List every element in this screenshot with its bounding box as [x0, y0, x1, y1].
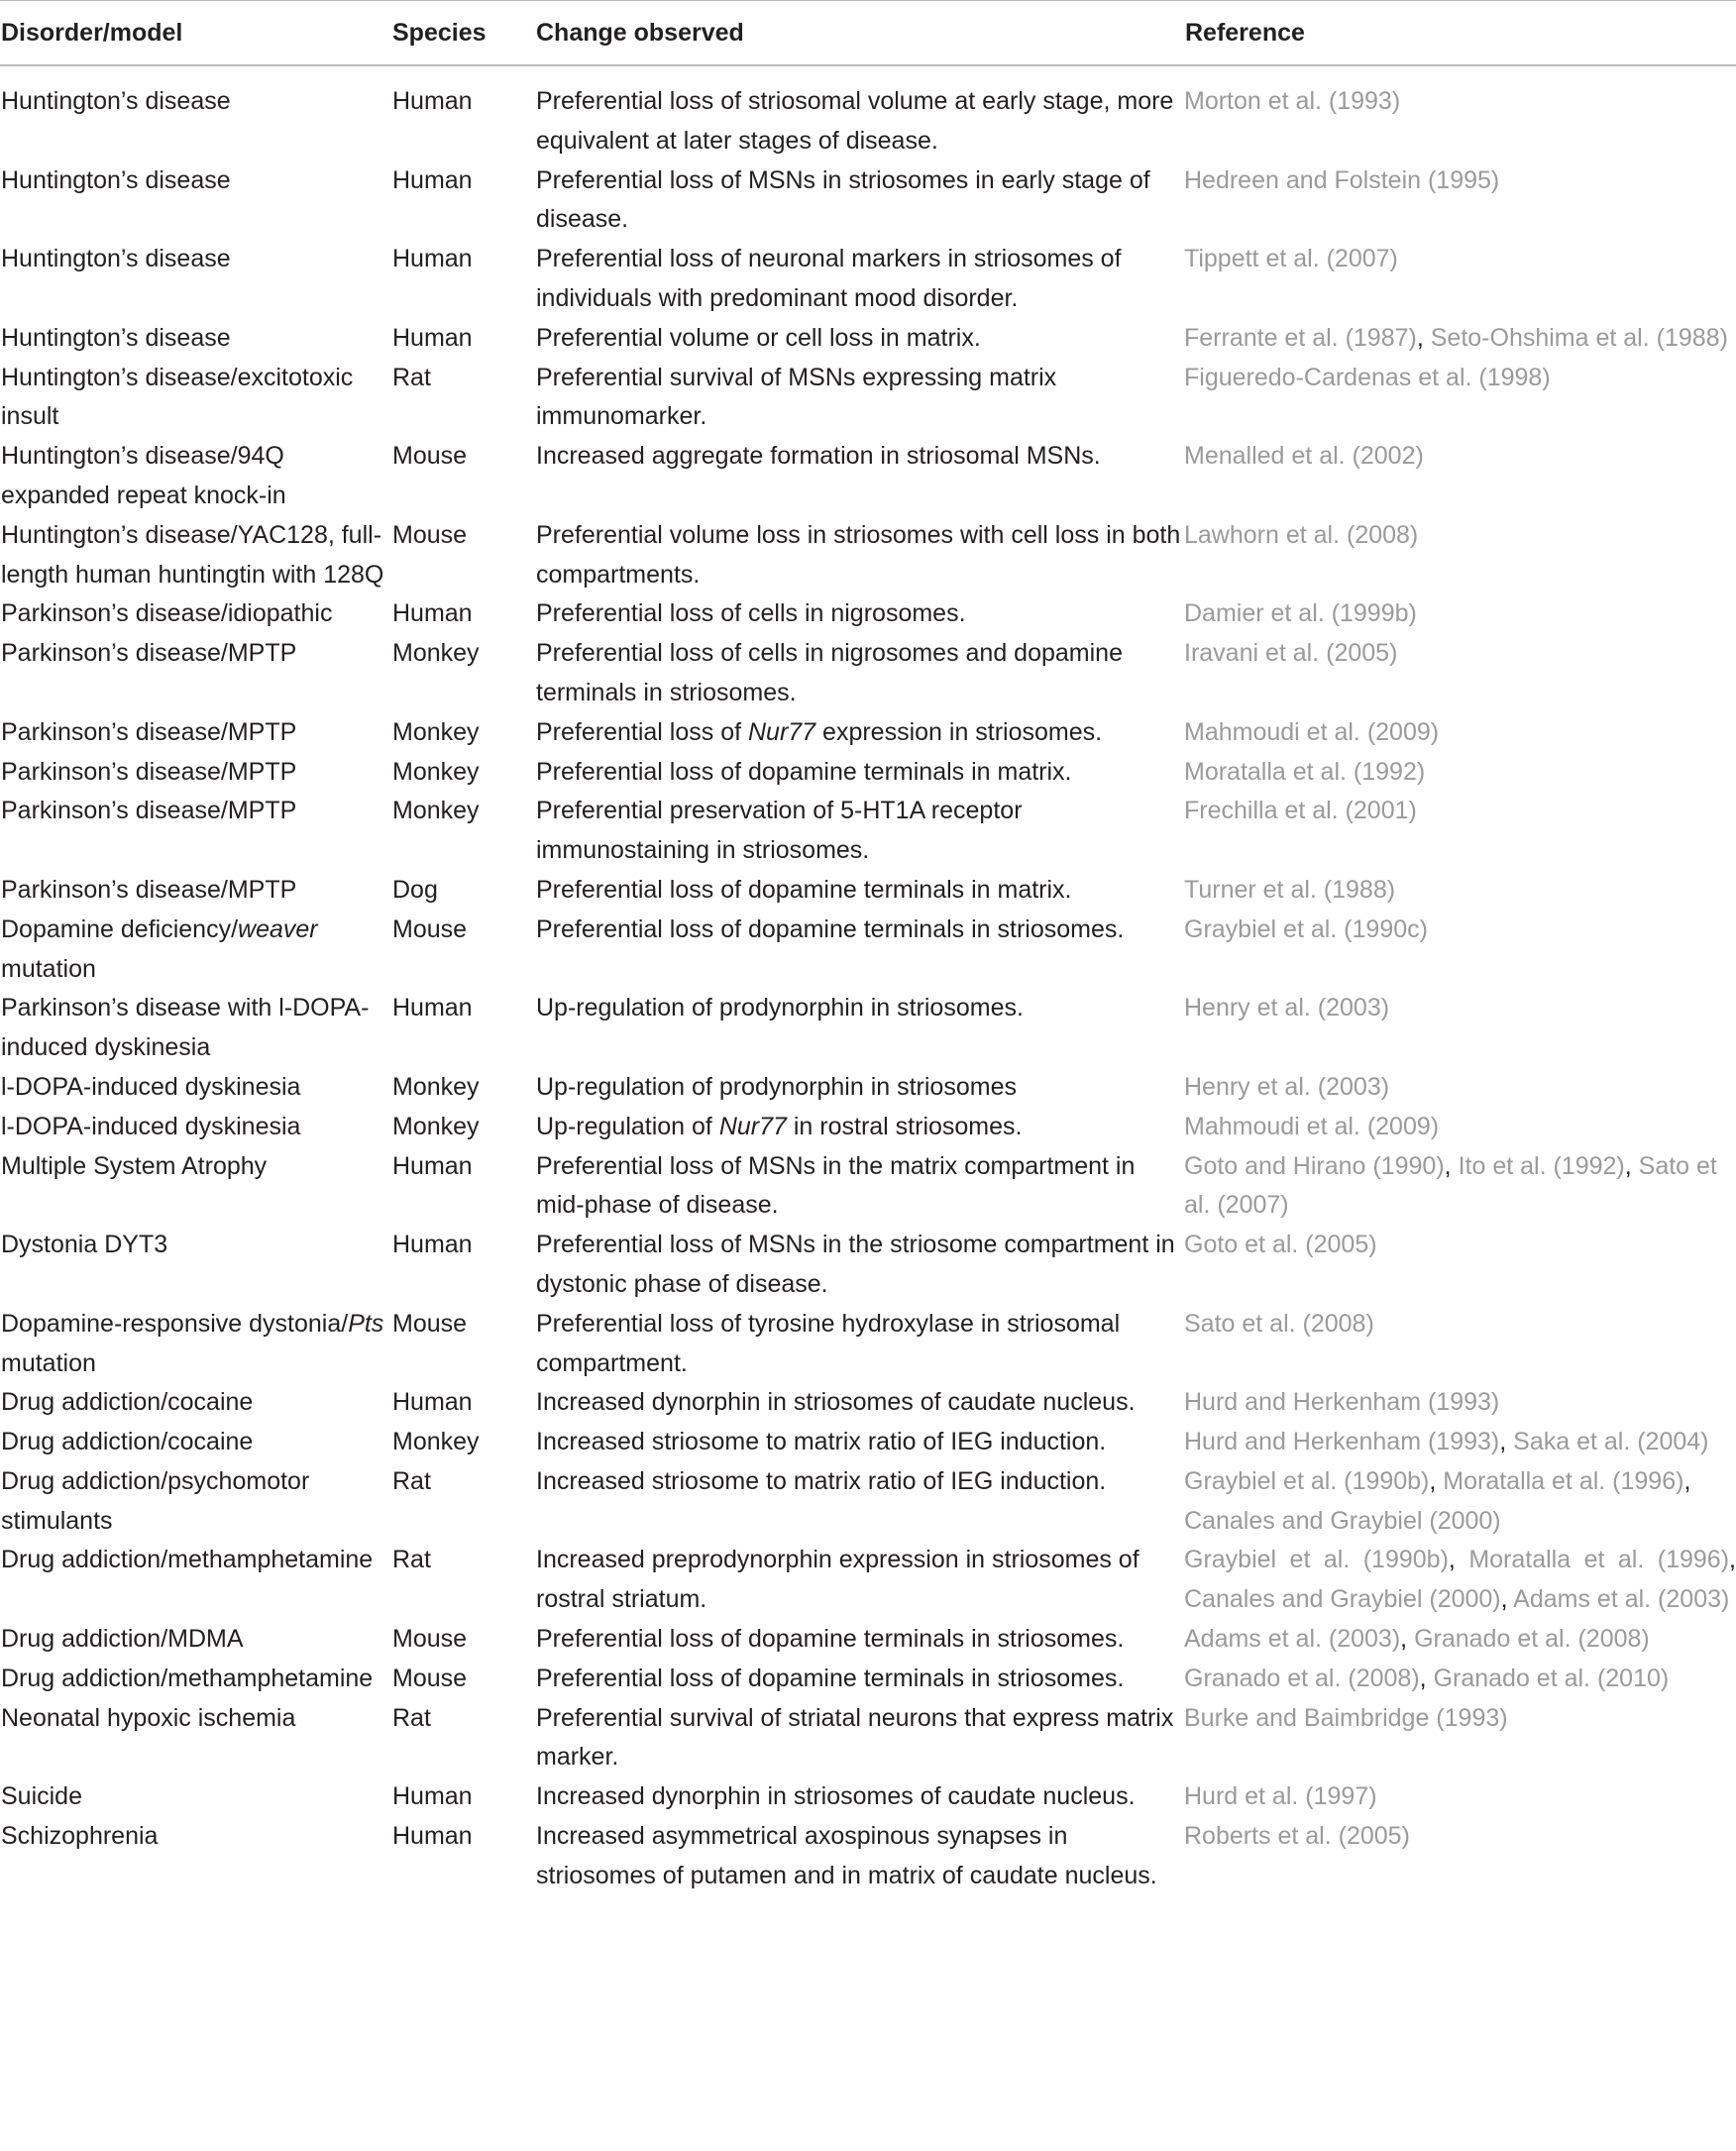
reference-separator: , [1419, 1664, 1434, 1692]
change-text: Up-regulation of prodynorphin in striosomes. [536, 994, 1024, 1022]
reference-cell [1184, 1226, 1736, 1305]
disorder-cell [0, 871, 391, 911]
reference-link[interactable]: Figueredo-Cardenas et al. (1998) [1184, 363, 1551, 391]
table-row [0, 1462, 1736, 1542]
disorder-text: Huntington’s disease [1, 323, 231, 352]
species-cell: Mouse [392, 914, 468, 943]
reference-cell [1184, 1462, 1736, 1542]
disorder-italic: Pts [348, 1309, 384, 1338]
reference-cell [1184, 1305, 1736, 1384]
reference-cell [1184, 753, 1736, 793]
disorder-text: Parkinson’s disease/MPTP [1, 717, 297, 746]
table-row [0, 1305, 1736, 1384]
disorder-cell [0, 634, 391, 713]
species-cell: Monkey [392, 639, 480, 668]
table-row [0, 1541, 1736, 1620]
change-cell [535, 634, 1184, 713]
reference-cell [1184, 516, 1736, 595]
reference-link[interactable]: Graybiel et al. (1990c) [1184, 914, 1428, 943]
table-row [0, 871, 1736, 911]
disorder-cell [0, 1541, 391, 1620]
change-text: Increased striosome to matrix ratio of IEG induction. [536, 1466, 1107, 1495]
species-cell: Mouse [392, 520, 468, 549]
change-text: in rostral striosomes. [786, 1112, 1023, 1140]
table-row [0, 1383, 1736, 1423]
reference-link[interactable]: Moratalla et al. (1992) [1184, 757, 1426, 786]
change-italic: Nur77 [748, 717, 816, 746]
change-text: Increased dynorphin in striosomes of caudate nucleus. [536, 1782, 1136, 1811]
species-cell: Rat [392, 1546, 431, 1574]
reference-link[interactable]: Goto and Hirano (1990) [1184, 1151, 1445, 1180]
change-cell [535, 1817, 1184, 1896]
table-row [0, 1620, 1736, 1660]
species-cell: Rat [392, 1703, 431, 1732]
reference-cell [1184, 1068, 1736, 1108]
change-text: Preferential loss of [536, 717, 748, 746]
disorder-text: Huntington’s disease/94Q expanded repeat knock-in [1, 442, 286, 509]
change-cell [535, 359, 1184, 438]
reference-link[interactable]: Saka et al. (2004) [1513, 1428, 1709, 1456]
disorder-cell [0, 1147, 391, 1227]
reference-link[interactable]: Seto-Ohshima et al. (1988) [1430, 323, 1728, 352]
reference-link[interactable]: Lawhorn et al. (2008) [1184, 520, 1419, 549]
change-cell [535, 911, 1184, 990]
change-text: Preferential loss of dopamine terminals in striosomes. [536, 914, 1125, 943]
change-text: Preferential volume loss in striosomes with cell loss in both compartments. [536, 520, 1181, 589]
table-row [0, 359, 1736, 438]
reference-link[interactable]: Burke and Baimbridge (1993) [1184, 1703, 1508, 1732]
change-cell [535, 161, 1184, 241]
disorder-text: Neonatal hypoxic ischemia [1, 1703, 296, 1732]
table-row [0, 989, 1736, 1068]
change-text: Preferential loss of dopamine terminals in matrix. [536, 757, 1072, 786]
reference-cell [1184, 161, 1736, 241]
change-text: Preferential loss of cells in nigrosomes and dopamine terminals in striosomes. [536, 639, 1123, 706]
disorder-text: Dopamine deficiency/ [1, 914, 239, 943]
disorder-text: Huntington’s disease [1, 87, 231, 115]
disorder-cell [0, 1777, 391, 1817]
disorder-cell [0, 1620, 391, 1660]
change-cell [535, 1462, 1184, 1542]
table-row [0, 634, 1736, 713]
species-cell: Mouse [392, 1625, 468, 1654]
disorder-text: Huntington’s disease/excitotoxic insult [1, 363, 354, 431]
disorder-text: Multiple System Atrophy [1, 1151, 268, 1180]
disorder-cell [0, 1817, 391, 1896]
reference-separator: , [1416, 323, 1431, 352]
reference-link[interactable]: Ferrante et al. (1987) [1184, 323, 1417, 352]
change-cell [535, 437, 1184, 516]
species-cell: Dog [392, 875, 438, 904]
disorder-text: Drug addiction/cocaine [1, 1388, 254, 1417]
reference-separator: , [1448, 1546, 1469, 1574]
species-cell: Human [392, 599, 473, 628]
table-row [0, 1699, 1736, 1778]
disorder-cell [0, 1108, 391, 1147]
species-cell: Monkey [392, 1112, 480, 1140]
disorder-italic: weaver [238, 914, 318, 943]
disorder-cell [0, 240, 391, 319]
disorder-cell [0, 1699, 391, 1778]
reference-cell [1184, 1541, 1736, 1620]
reference-link[interactable]: Henry et al. (2003) [1184, 994, 1390, 1022]
header-disorder: Disorder/model [0, 1, 391, 66]
disorder-text: mutation [1, 1348, 96, 1377]
change-text: Preferential loss of MSNs in the matrix compartment in mid-phase of disease. [536, 1151, 1136, 1220]
disorder-text: Parkinson’s disease/MPTP [1, 797, 297, 825]
reference-separator: , [1400, 1625, 1415, 1654]
change-text: Preferential loss of dopamine terminals in striosomes. [536, 1664, 1125, 1692]
species-cell: Rat [392, 363, 431, 391]
reference-link[interactable]: Damier et al. (1999b) [1184, 599, 1417, 628]
disorder-text: Drug addiction/methamphetamine [1, 1546, 374, 1574]
change-cell [535, 240, 1184, 319]
change-text: Increased striosome to matrix ratio of IEG induction. [536, 1428, 1107, 1456]
disorder-text: Parkinson’s disease/idiopathic [1, 599, 333, 628]
disorder-text: Drug addiction/cocaine [1, 1428, 254, 1456]
change-text: Preferential loss of tyrosine hydroxylase in striosomal compartment. [536, 1309, 1121, 1377]
reference-link[interactable]: Menalled et al. (2002) [1184, 442, 1424, 471]
species-cell: Human [392, 1822, 473, 1851]
disorder-text: l-DOPA-induced dyskinesia [1, 1112, 301, 1140]
reference-link[interactable]: Frechilla et al. (2001) [1184, 797, 1417, 825]
species-cell: Human [392, 323, 473, 352]
species-cell: Mouse [392, 442, 468, 471]
disorder-text: Parkinson’s disease with l-DOPA-induced dyskinesia [1, 994, 370, 1062]
table-row [0, 65, 1736, 161]
species-cell: Monkey [392, 757, 480, 786]
reference-cell [1184, 713, 1736, 753]
species-cell: Human [392, 1782, 473, 1811]
reference-separator: , [1729, 1546, 1736, 1574]
reference-link[interactable]: Hedreen and Folstein (1995) [1184, 165, 1500, 194]
disorder-text: l-DOPA-induced dyskinesia [1, 1072, 301, 1101]
change-cell [535, 1226, 1184, 1305]
disorder-cell [0, 1423, 391, 1462]
table-row [0, 1068, 1736, 1108]
reference-link[interactable]: Hurd and Herkenham (1993) [1184, 1388, 1500, 1417]
reference-cell [1184, 1699, 1736, 1778]
reference-link[interactable]: Tippett et al. (2007) [1184, 245, 1398, 273]
disorder-text: Parkinson’s disease/MPTP [1, 875, 297, 904]
reference-cell [1184, 319, 1736, 359]
species-cell: Monkey [392, 797, 480, 825]
reference-cell [1184, 437, 1736, 516]
reference-cell [1184, 359, 1736, 438]
reference-link[interactable]: Granado et al. (2008) [1184, 1664, 1420, 1692]
disorder-cell [0, 319, 391, 359]
disorder-text: Drug addiction/methamphetamine [1, 1664, 374, 1692]
reference-cell [1184, 1147, 1736, 1227]
table-row [0, 911, 1736, 990]
disorder-text: Schizophrenia [1, 1822, 159, 1851]
change-cell [535, 713, 1184, 753]
disorder-cell [0, 1383, 391, 1423]
disorder-cell [0, 989, 391, 1068]
change-cell [535, 516, 1184, 595]
change-text: Up-regulation of prodynorphin in striosomes [536, 1072, 1017, 1101]
change-cell [535, 792, 1184, 871]
table-row [0, 240, 1736, 319]
change-cell [535, 1777, 1184, 1817]
change-text: Preferential loss of cells in nigrosomes. [536, 599, 966, 628]
change-cell [535, 1383, 1184, 1423]
change-cell [535, 1699, 1184, 1778]
change-text: Preferential survival of MSNs expressing matrix immunomarker. [536, 363, 1057, 431]
species-cell: Human [392, 994, 473, 1022]
change-text: Preferential loss of MSNs in the striosome compartment in dystonic phase of disease. [536, 1231, 1175, 1298]
change-text: Preferential volume or cell loss in matrix. [536, 323, 981, 352]
species-cell: Rat [392, 1466, 431, 1495]
reference-link[interactable]: Morton et al. (1993) [1184, 87, 1401, 115]
disorder-cell [0, 1068, 391, 1108]
header-change: Change observed [535, 1, 1184, 66]
reference-cell [1184, 65, 1736, 161]
reference-cell [1184, 240, 1736, 319]
reference-separator: , [1429, 1466, 1444, 1495]
table-row [0, 792, 1736, 871]
change-text: Up-regulation of [536, 1112, 719, 1140]
reference-link[interactable]: Mahmoudi et al. (2009) [1184, 717, 1440, 746]
table-row [0, 594, 1736, 634]
reference-link[interactable]: Granado et al. (2008) [1414, 1625, 1650, 1654]
change-cell [535, 1305, 1184, 1384]
disorder-cell [0, 594, 391, 634]
disorder-text: Drug addiction/psychomotor stimulants [1, 1466, 310, 1535]
species-cell: Human [392, 87, 473, 115]
disorder-cell [0, 161, 391, 241]
reference-link[interactable]: Canales and Graybiel (2000) [1184, 1506, 1501, 1535]
change-text: Preferential loss of neuronal markers in striosomes of individuals with predominant mood disorder. [536, 245, 1122, 312]
change-text: Increased aggregate formation in striosomal MSNs. [536, 442, 1101, 471]
disorder-cell [0, 911, 391, 990]
reference-cell [1184, 634, 1736, 713]
disorder-cell [0, 1305, 391, 1384]
species-cell: Human [392, 165, 473, 194]
table-row [0, 319, 1736, 359]
table-row [0, 1817, 1736, 1896]
reference-link[interactable]: Henry et al. (2003) [1184, 1072, 1390, 1101]
disorder-cell [0, 359, 391, 438]
reference-link[interactable]: Adams et al. (2003) [1184, 1625, 1401, 1654]
reference-link[interactable]: Graybiel et al. (1990b) [1184, 1466, 1430, 1495]
table-body [0, 65, 1736, 1896]
change-cell [535, 1068, 1184, 1108]
change-italic: Nur77 [718, 1112, 787, 1140]
table-row [0, 753, 1736, 793]
change-cell [535, 1620, 1184, 1660]
header-reference: Reference [1184, 1, 1736, 66]
change-cell [535, 319, 1184, 359]
header-row [0, 1, 1736, 66]
species-cell: Monkey [392, 1428, 480, 1456]
disorder-cell [0, 1226, 391, 1305]
disorder-cell [0, 1660, 391, 1699]
disorder-text: Huntington’s disease [1, 245, 231, 273]
disorder-cell [0, 65, 391, 161]
disorder-text: Huntington’s disease/YAC128, full-length human huntingtin with 128Q [1, 520, 384, 589]
species-cell: Human [392, 1151, 473, 1180]
reference-cell [1184, 1777, 1736, 1817]
reference-cell [1184, 1817, 1736, 1896]
reference-link[interactable]: Iravani et al. (2005) [1184, 639, 1398, 668]
disorder-text: Parkinson’s disease/MPTP [1, 757, 297, 786]
reference-cell [1184, 1423, 1736, 1462]
change-text: Preferential loss of MSNs in striosomes in early stage of disease. [536, 165, 1150, 234]
reference-separator: , [1683, 1466, 1691, 1495]
reference-link[interactable]: Goto et al. (2005) [1184, 1231, 1377, 1259]
reference-link[interactable]: Ito et al. (1992) [1458, 1151, 1625, 1180]
table-row [0, 1423, 1736, 1462]
reference-cell [1184, 989, 1736, 1068]
reference-cell [1184, 1383, 1736, 1423]
reference-link[interactable]: Roberts et al. (2005) [1184, 1822, 1410, 1851]
header-species: Species [391, 1, 535, 66]
reference-separator: , [1444, 1151, 1459, 1180]
change-text: Increased asymmetrical axospinous synapses in striosomes of putamen and in matrix of caudate nucleus. [536, 1822, 1157, 1889]
change-text: expression in striosomes. [815, 717, 1103, 746]
reference-link[interactable]: Mahmoudi et al. (2009) [1184, 1112, 1440, 1140]
disorder-text: Drug addiction/MDMA [1, 1625, 244, 1654]
reference-cell [1184, 792, 1736, 871]
disorder-cell [0, 1462, 391, 1542]
change-text: Preferential loss of dopamine terminals in matrix. [536, 875, 1072, 904]
disorder-text: Dystonia DYT3 [1, 1231, 168, 1259]
change-cell [535, 989, 1184, 1068]
change-cell [535, 1423, 1184, 1462]
reference-cell [1184, 1108, 1736, 1147]
change-cell [535, 594, 1184, 634]
table-header [0, 1, 1736, 66]
species-cell: Mouse [392, 1664, 468, 1692]
table-row [0, 1108, 1736, 1147]
disorder-cell [0, 713, 391, 753]
species-cell: Monkey [392, 1072, 480, 1101]
reference-link[interactable]: Granado et al. (2010) [1433, 1664, 1670, 1692]
reference-separator: , [1499, 1428, 1514, 1456]
disorder-text: Suicide [1, 1782, 82, 1811]
disorder-cell [0, 437, 391, 516]
table-row [0, 1660, 1736, 1699]
disorder-text: Huntington’s disease [1, 165, 231, 194]
disorder-text: mutation [1, 954, 96, 983]
change-cell [535, 1541, 1184, 1620]
species-cell: Human [392, 245, 473, 273]
change-text: Preferential loss of striosomal volume at early stage, more equivalent at later stages of disease. [536, 87, 1174, 155]
reference-link[interactable]: Canales and Graybiel (2000) [1184, 1585, 1501, 1614]
reference-link[interactable]: Moratalla et al. (1996) [1468, 1546, 1730, 1574]
change-cell [535, 65, 1184, 161]
reference-link[interactable]: Hurd and Herkenham (1993) [1184, 1428, 1500, 1456]
change-cell [535, 753, 1184, 793]
change-text: Increased dynorphin in striosomes of caudate nucleus. [536, 1388, 1136, 1417]
change-text: Preferential survival of striatal neurons that express matrix marker. [536, 1703, 1174, 1772]
change-text: Preferential preservation of 5-HT1A receptor immunostaining in striosomes. [536, 797, 1023, 865]
table-row [0, 1777, 1736, 1817]
table-row [0, 516, 1736, 595]
table-row [0, 161, 1736, 241]
table-row [0, 713, 1736, 753]
species-cell: Monkey [392, 717, 480, 746]
reference-link[interactable]: Hurd et al. (1997) [1184, 1782, 1377, 1811]
change-cell [535, 1108, 1184, 1147]
reference-link[interactable]: Sato et al. (2007) [1184, 1151, 1717, 1220]
change-text: Increased preprodynorphin expression in striosomes of rostral striatum. [536, 1546, 1139, 1614]
disorder-cell [0, 792, 391, 871]
table-row [0, 1147, 1736, 1227]
species-cell: Mouse [392, 1309, 468, 1338]
species-cell: Human [392, 1231, 473, 1259]
change-cell [535, 871, 1184, 911]
reference-cell [1184, 1660, 1736, 1699]
disorder-text: Dopamine-responsive dystonia/ [1, 1309, 349, 1338]
reference-link[interactable]: Sato et al. (2008) [1184, 1309, 1374, 1338]
reference-cell [1184, 911, 1736, 990]
reference-separator: , [1624, 1151, 1639, 1180]
reference-separator: , [1500, 1585, 1514, 1614]
reference-link[interactable]: Turner et al. (1988) [1184, 875, 1396, 904]
change-cell [535, 1660, 1184, 1699]
reference-cell [1184, 594, 1736, 634]
reference-link[interactable]: Graybiel et al. (1990b) [1184, 1546, 1449, 1574]
change-cell [535, 1147, 1184, 1227]
change-text: Preferential loss of dopamine terminals in striosomes. [536, 1625, 1125, 1654]
disorder-text: Parkinson’s disease/MPTP [1, 639, 297, 668]
reference-cell [1184, 871, 1736, 911]
reference-cell [1184, 1620, 1736, 1660]
table-row [0, 437, 1736, 516]
reference-link[interactable]: Moratalla et al. (1996) [1443, 1466, 1684, 1495]
species-cell: Human [392, 1388, 473, 1417]
disorder-cell [0, 516, 391, 595]
disorder-cell [0, 753, 391, 793]
table-row [0, 1226, 1736, 1305]
reference-link[interactable]: Adams et al. (2003) [1513, 1585, 1730, 1614]
